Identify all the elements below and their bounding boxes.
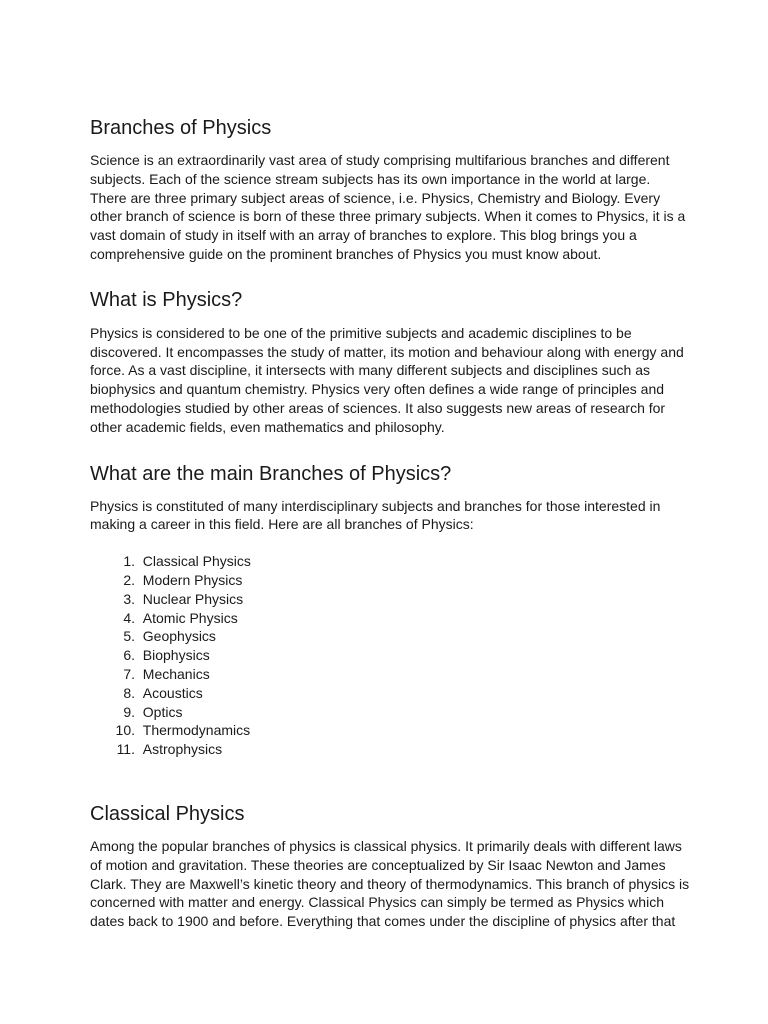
list-item: [90, 721, 690, 740]
list-item: [90, 684, 690, 703]
list-item-text: Classical Physics: [142, 553, 251, 570]
list-item-number: 5.: [123, 628, 135, 645]
list-item-number: 2.: [123, 571, 135, 588]
list-item-number: 10.: [115, 722, 135, 739]
list-item: [90, 665, 690, 684]
list-item: [90, 590, 690, 609]
list-item: [90, 571, 690, 590]
list-item-text: Acoustics: [142, 684, 203, 701]
list-item-text: Geophysics: [142, 628, 216, 645]
list-item-number: 6.: [123, 647, 135, 664]
list-item-number: 1.: [123, 553, 135, 570]
list-item-text: Atomic Physics: [142, 609, 238, 626]
list-item: [90, 740, 690, 759]
list-item-text: Nuclear Physics: [142, 590, 244, 607]
paragraph-main-branches: Physics is constituted of many interdisciplinary subjects and branches for those interested in making a career in this field. Here are all branches of Physics:: [90, 497, 661, 533]
list-item-number: 11.: [116, 741, 135, 758]
list-item: [90, 646, 690, 665]
list-item-text: Optics: [142, 703, 183, 720]
heading-classical-physics: Classical Physics: [90, 802, 245, 825]
paragraph-what-is-physics: Physics is considered to be one of the primitive subjects and academic disciplines to be discovered. It encompasses the study of matter, its motion and behaviour along with energy and force. As a vast discipline, it intersects with many different subjects and disciplines such as biophysics and quantum chemistry. Physics very often defines a wide range of principles and methodologies studied by other areas of sciences. It also suggests new areas of research for other academic fields, even mathematics and philosophy.: [90, 324, 684, 435]
list-item-number: 8.: [123, 684, 135, 701]
list-item-text: Mechanics: [142, 665, 210, 682]
list-item: [90, 703, 690, 722]
heading-main-branches: What are the main Branches of Physics?: [90, 462, 452, 485]
list-item-number: 7.: [123, 665, 135, 682]
document-page: [90, 114, 690, 931]
branches-list: [90, 552, 690, 759]
heading-branches-of-physics: Branches of Physics: [90, 117, 272, 139]
list-item: [90, 552, 690, 571]
heading-what-is-physics: What is Physics?: [90, 288, 243, 311]
list-item-number: 9.: [123, 703, 135, 720]
list-item: [90, 609, 690, 628]
paragraph-intro: Science is an extraordinarily vast area of study comprising multifarious branches and different subjects. Each of the science stream subjects has its own importance in the world at large. There are three primary subject areas of science, i.e. Physics, Chemistry and Biology. Every other branch of science is born of these three primary subjects. When it comes to Physics, it is a vast domain of study in itself with an array of branches to explore. This blog brings you a comprehensive guide on the prominent branches of Physics you must know about.: [90, 152, 686, 262]
list-item-text: Biophysics: [142, 647, 210, 664]
list-item-number: 3.: [123, 590, 135, 607]
list-item-text: Thermodynamics: [142, 722, 251, 739]
list-item-text: Astrophysics: [142, 741, 223, 758]
list-item-text: Modern Physics: [142, 571, 243, 588]
paragraph-classical-physics: Among the popular branches of physics is classical physics. It primarily deals with different laws of motion and gravitation. These theories are conceptualized by Sir Isaac Newton and James Clark. They are Maxwell’s kinetic theory and theory of thermodynamics. This branch of physics is concerned with matter and energy. Classical Physics can simply be termed as Physics which dates back to 1900 and before. Everything that comes under the discipline of physics after that: [90, 837, 690, 930]
list-item: [90, 627, 690, 646]
list-item-number: 4.: [123, 609, 135, 626]
